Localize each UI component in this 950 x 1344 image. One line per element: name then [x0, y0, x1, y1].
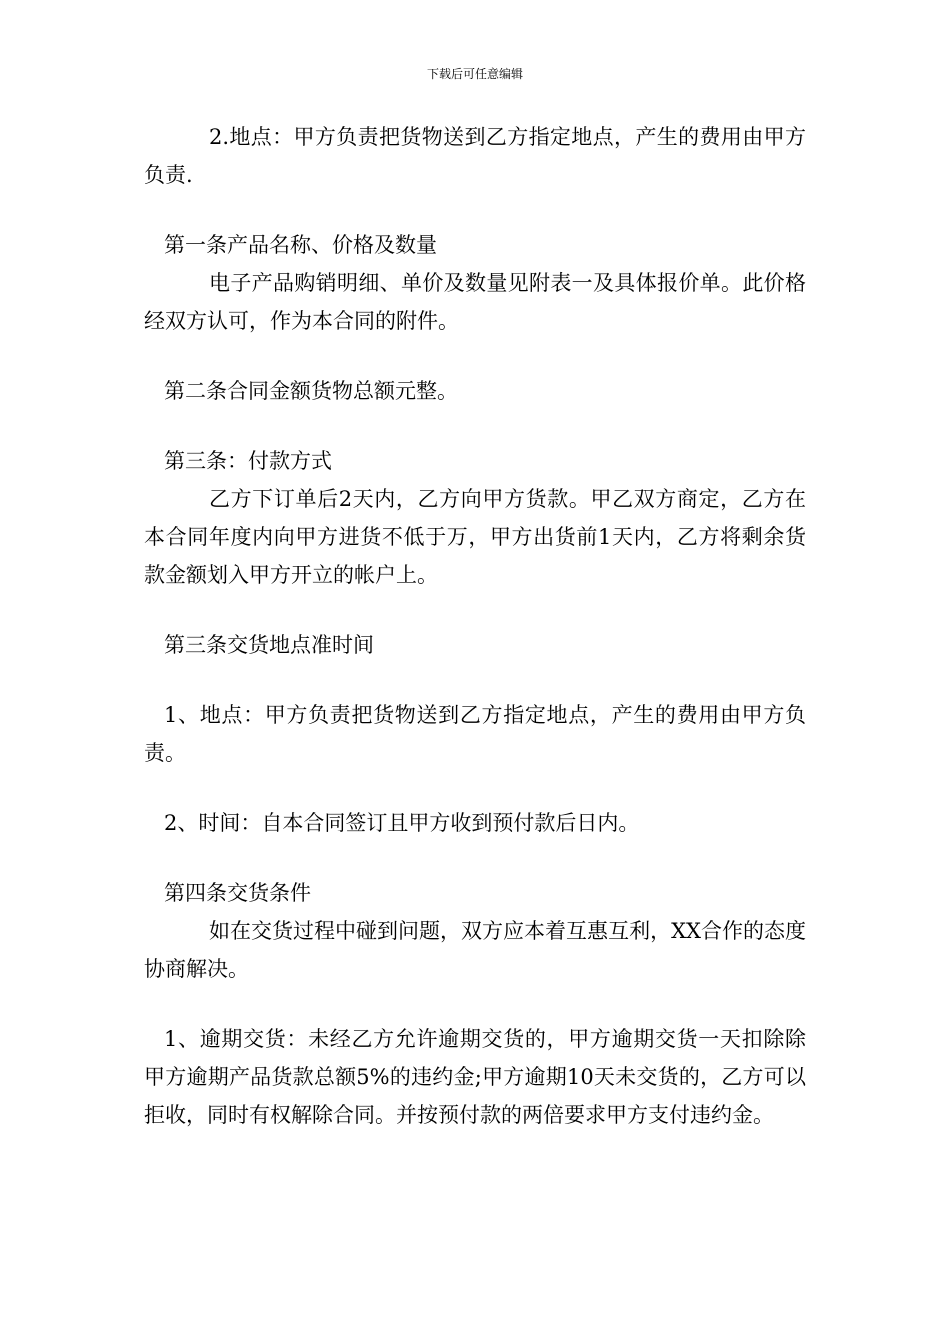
article-3-body: 乙方下订单后2天内，乙方向甲方货款。甲乙双方商定，乙方在本合同年度内向甲方进货不低于万，甲方出货前1天内，乙方将剩余货款金额划入甲方开立的帐户上。	[144, 487, 806, 587]
article-2-heading: 第二条合同金额货物总额元整。	[164, 379, 458, 403]
article-3-heading: 第三条：付款方式	[164, 449, 332, 473]
article-3b-heading: 第三条交货地点准时间	[164, 633, 374, 657]
article-4-body: 如在交货过程中碰到问题，双方应本着互惠互利，XX合作的态度协商解决。	[144, 919, 806, 981]
article-4-heading: 第四条交货条件	[164, 881, 311, 905]
article-1-heading: 第一条产品名称、价格及数量	[164, 233, 437, 257]
late-delivery-item: 1、逾期交货：未经乙方允许逾期交货的，甲方逾期交货一天扣除除甲方逾期产品货款总额5%的违约金;甲方逾期10天未交货的，乙方可以拒收，同时有权解除合同。并按预付款的两倍要求甲方支付违约金。	[144, 1027, 806, 1127]
page-header: 下载后可任意编辑	[426, 67, 523, 81]
article-1-body: 电子产品购销明细、单价及数量见附表一及具体报价单。此价格经双方认可，作为本合同的附件。	[144, 271, 806, 333]
delivery-location-item: 1、地点：甲方负责把货物送到乙方指定地点，产生的费用由甲方负责。	[144, 703, 806, 765]
delivery-time-item: 2、时间：自本合同签订且甲方收到预付款后日内。	[164, 811, 640, 835]
paragraph-location-clause: 2.地点：甲方负责把货物送到乙方指定地点，产生的费用由甲方负责.	[144, 125, 806, 187]
document-body	[144, 118, 806, 1134]
